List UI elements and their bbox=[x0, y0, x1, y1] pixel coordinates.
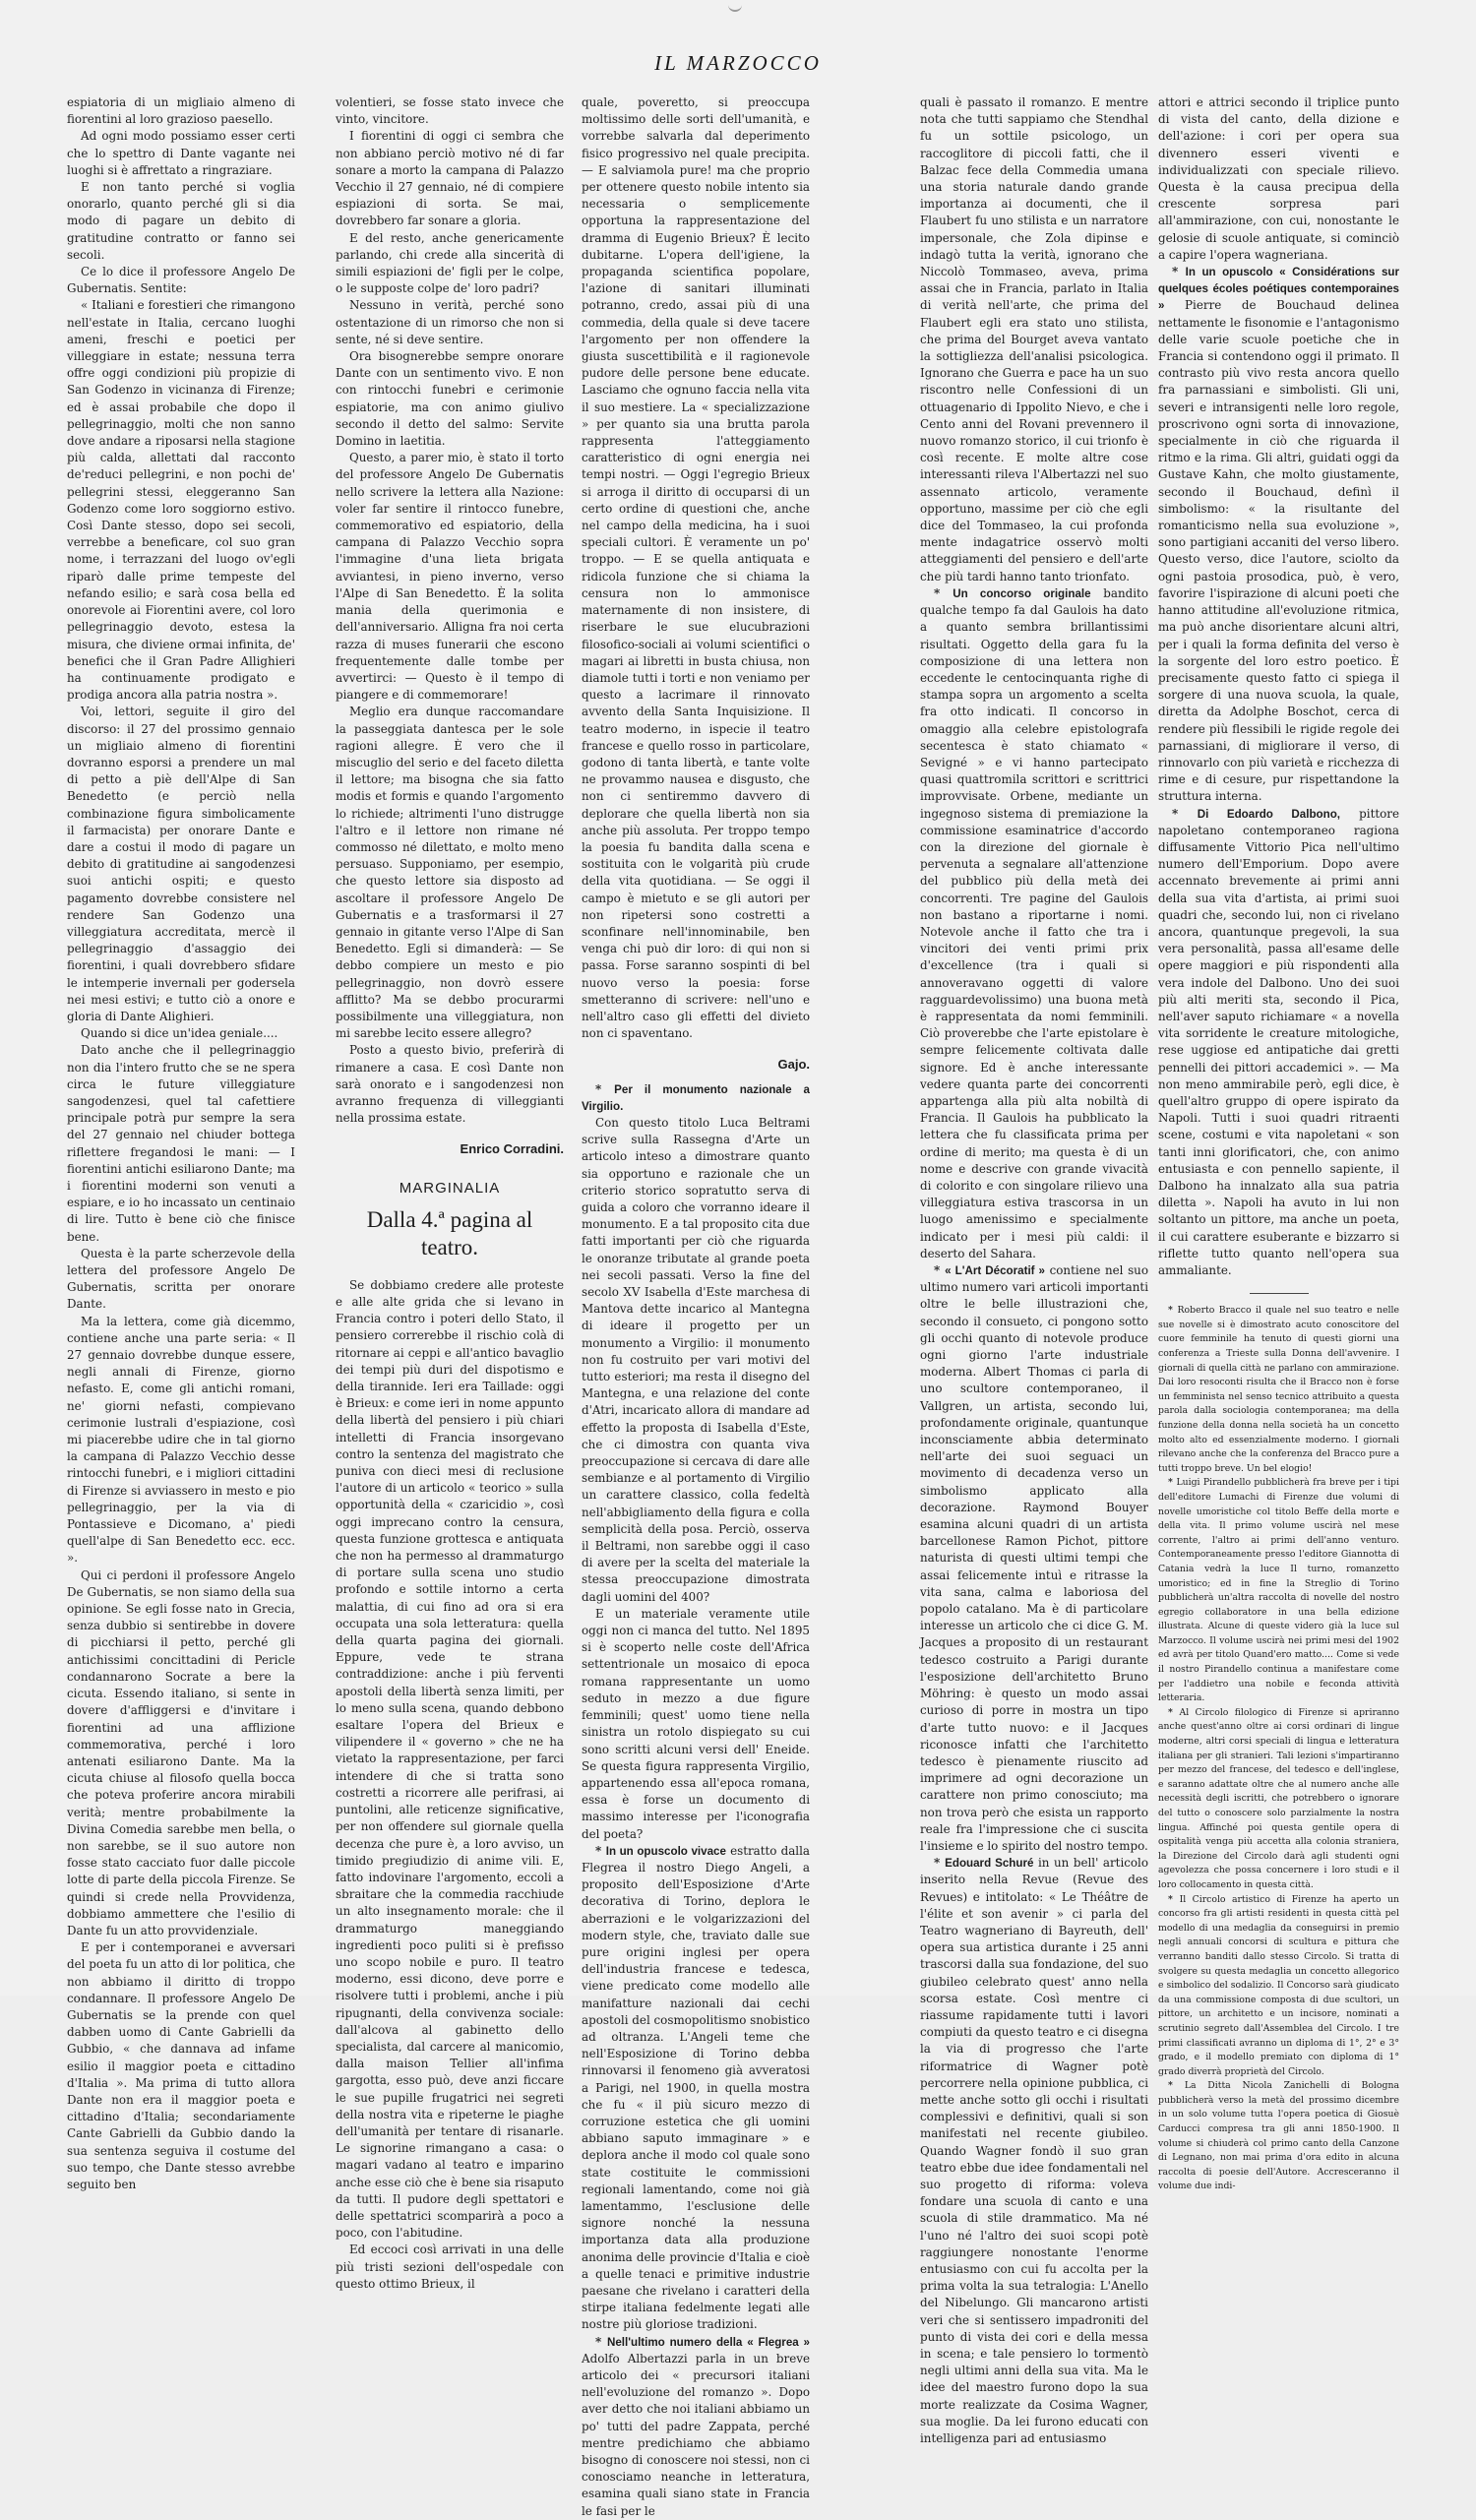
paragraph: Ce lo dice il professore Angelo De Gubernatis. Sentite: bbox=[67, 265, 295, 296]
paragraph: espiatoria di un migliaio almeno di fiorentini al loro grazioso paesello. bbox=[67, 95, 295, 127]
ornament-mark bbox=[728, 2, 742, 12]
paragraph: quali è passato il romanzo. E mentre nota che tutti sappiamo che Stendhal fu un sottile psicologo, un raccoglitore di piccoli fatti, che il Balzac fece della Commedia umana una storia naturale dando grande importanza ai documenti, che il Flaubert fu uno stilista e un narratore impersonale, che Zola dipinse e indagò tutta la verità, ignorano che Niccolò Tommaseo, aveva, prima assai che in Francia, parlato in Italia di verità nell'arte, che prima del Flaubert egli era stato uno stilista, che prima del Bourget aveva vantato la sottigliezza dell'analisi psicologica. Ignorano che Guerra e pace ha un suo riscontro nelle Confessioni di un ottuagenario di Ippolito Nievo, e che i Cento anni del Rovani prevennero il nuovo romanzo storico, il cui trionfo è così recente. E molte altre cose interessanti rileva l'Albertazzi nel suo assennato articolo, veramente opportuno, massime per ciò che egli dice del Tommaseo, la cui profonda mente indagatrice osservò molti atteggiamenti del pensiero e dell'arte che più tardi hanno tanto trionfato. bbox=[920, 95, 1148, 584]
brief-item: Luigi Pirandello pubblicherà fra breve per i tipi dell'editore Lumachi di Firenze due volumi di novelle umoristiche col titolo Beffe della morte e della vita. Il primo volume uscirà nel mese corrente, l'altro ai primi dell'anno venturo. Contemporaneamente presso l'editore Giannotta di Catania vedrà la luce Il turno, romanzetto umoristico; ed in fine la Streglio di Torino pubblicherà un'altra raccolta di novelle del nostro egregio collaboratore in una bella edizione illustrata. Alcune di queste videro già la luce sul Marzocco. Il volume uscirà nei primi mesi del 1902 ed avrà per titolo Quand'ero matto.... Come si vede il nostro Pirandello continua a manifestare come per l'addietro una nobile e feconda attività letteraria. bbox=[1158, 1477, 1399, 1704]
paragraph: Ad ogni modo possiamo esser certi che lo spettro di Dante vagante nei luoghi si è affrettato a ringraziare. bbox=[67, 129, 295, 177]
paragraph: I fiorentini di oggi ci sembra che non abbiano perciò motivo né di far sonare a morto la campana di Palazzo Vecchio il 27 gennaio, né di compiere espiazioni di sorta. Se mai, dovrebbero far sonare a gloria. bbox=[336, 129, 564, 228]
article-heading: Dalla 4.ª pagina al teatro. bbox=[366, 1206, 533, 1260]
paragraph: Ma la lettera, come già dicemmo, contiene anche una parte seria: « Il 27 gennaio dovrebbe dunque essere, negli annali di Firenze, giorno nefasto. E, come gli antichi romani, ne' giorni nefasti, compievano cerimonie lustrali d'espiazione, così mi piacerebbe udire che in tal giorno la campana di Palazzo Vecchio desse rintocchi funebri, e i migliori cittadini di Firenze si avviassero in mesto e pio pellegrinaggio, per la via di Pontassieve e Dicomano, a' piedi quell'alpe di San Benedetto ecc. ecc. ». bbox=[67, 1314, 295, 1566]
divider bbox=[1250, 1293, 1309, 1294]
paragraph: Meglio era dunque raccomandare la passeggiata dantesca per le sole ragioni allegre. È vero che il miscuglio del serio e del faceto diletta il lettore; ma bisogna che sia fatto modis et formis e quando l'argomento lo richiede; altrimenti l'uno distrugge l'altro e il lettore non rimane né commosso né dilettato, e molto meno persuaso. Supponiamo, per esempio, che questo lettore sia disposto ad ascoltare il professore Angelo De Gubernatis e a trasformarsi il 27 gennaio in gitante verso l'Alpe di San Benedetto. Egli si dimanderà: — Se debbo compiere un mesto e pio pellegrinaggio, non dovrò essere afflitto? Ma se debbo procurarmi possibilmente una villeggiatura, non mi sarebbe lecito essere allegro? bbox=[336, 705, 564, 1041]
paragraph: « Italiani e forestieri che rimangono nell'estate in Italia, cercano luoghi ameni, freschi e poetici per villeggiare in estate; nessuna terra offre oggi condizioni più propizie di San Godenzo in vicinanza di Firenze; ed è assai probabile che dopo il pellegrinaggio, molti che non sanno dove andare a riposarsi nella stagione più calda, allettati dal racconto de'reduci pellegrini, e non pochi de' pellegrini stessi, eleggeranno San Godenzo come loro soggiorno estivo. Così Dante stesso, dopo sei secoli, verrebbe a beneficare, col suo gran nome, i terrazzani del luogo ov'egli riparò dalle prime tempeste del nefando esilio; e sarà cosa bella ed onorevole ai Fiorentini avere, col loro pellegrinaggio devoto, estesa la misura, che diviene ormai infinita, de' benefici che il Gran Padre Allighieri ha continuamente prodigato e prodiga ancora alla patria nostra ». bbox=[67, 298, 295, 703]
paragraph: pittore napoletano contemporaneo ragiona diffusamente Vittorio Pica nell'ultimo numero dell'Emporium. Dopo avere accennato brevemente ai primi anni della sua vita d'artista, ai primi suoi quadri che, secondo lui, non ci rivelano ancora, quantunque pregevoli, la sua vera personalità, passa all'esame delle opere maggiori e più rispondenti alla vera indole del Dalbono. Uno dei suoi più alti meriti sta, secondo il Pica, nell'aver saputo richiamare « a novella vita sorridente le creature mitologiche, rese uggiose ed antipatiche dai gretti pennelli dei pittori accademici ». — Ma non meno ammirabile però, egli dice, è quell'altro gruppo di opere ispirato da Napoli. Tutti i suoi quadri ritraenti scene, costumi e vita napoletani « son tanti inni glorificatori, che, con animo entusiasta e con pennello sapiente, il Dalbono ha innalzato alla sua patria diletta ». Napoli ha avuto in lui non soltanto un pittore, ma anche un poeta, il cui carattere esuberante e bizzarro si riflette tutto quanto nell'opera sua ammaliante. bbox=[1158, 806, 1400, 1278]
paragraph: Dato anche che il pellegrinaggio non dia l'intero frutto che se ne spera circa le future villeggiature sangodenzesi, quel tal cafettiere principale potrà pur sempre la sera del 27 gennaio nel chiuder bottega riflettere fregandosi le mani: — I fiorentini antichi esiliarono Dante; ma i fiorentini moderni son venuti a espiare, e io ho incassato un centinaio di lire. Tutto è bene ciò che finisce bene. bbox=[67, 1043, 295, 1244]
section-title: MARGINALIA bbox=[399, 1179, 501, 1197]
paragraph: estratto dalla Flegrea il nostro Diego Angeli, a proposito dell'Esposizione d'Arte decorativa di Torino, deplora le aberrazioni e le volgarizzazioni del modern style, che, traviato dalle sue pure origini inglesi per opera dell'industria francese e tedesca, viene predicato come modello alle manifatture nazionali dai cechi apostoli del cosmopolitismo snobistico ad oltranza. L'Angeli teme che nell'Esposizione di Torino debba rinnovarsi il fenomeno già avveratosi a Parigi, nel 1900, in quella mostra che fu « il più sicuro mezzo di corruzione estetica che gli uomini abbiano saputo immaginare » e deplora anche il modo col quale sono state costituite le commissioni regionali lamentando, come noi già lamentammo, l'esclusione delle signore nonché la nessuna importanza data alla produzione anonima delle provincie d'Italia e cioè a quelle tenaci e primitive industrie paesane che rivelano i caratteri della stirpe italiana fedelmente legati alle nostre più gloriose tradizioni. bbox=[582, 1843, 811, 2332]
brief-item: Al Circolo filologico di Firenze si apriranno anche quest'anno oltre ai corsi ordinari di lingue moderne, altri corsi speciali di lingua e letteratura italiana per gli stranieri. Tali lezioni s'impartiranno per mezzo del francese, del tedesco e dell'inglese, e saranno adattate oltre che al numero anche alle necessità degli iscritti, che potrebbero o ignorare del tutto o conoscere solo parzialmente la nostra lingua. Affinché poi questa gentile opera di ospitalità venga più accetta alla colonia straniera, la Direzione del Circolo darà agli studenti ogni agevolezza che possa concernere i loro studi e il loro collocamento in questa città. bbox=[1158, 1706, 1399, 1890]
paragraph: attori e attrici secondo il triplice punto di vista del canto, della dizione e dell'azione: i cori per opera sua divennero esseri viventi e individualizzati con speciale rilievo. Questa è la causa precipua della crescente sorpresa pari all'ammirazione, con cui, nonostante le gelosie di scuole antiquate, si cominciò a capire l'opera wagneriana. bbox=[1158, 95, 1399, 262]
paragraph: volentieri, se fosse stato invece che vinto, vincitore. bbox=[336, 95, 564, 127]
column-1 bbox=[67, 94, 295, 2191]
author-signature: Gajo. bbox=[777, 1057, 810, 1073]
paragraph: Voi, lettori, seguite il giro del discorso: il 27 del prossimo gennaio un migliaio almeno di fiorentini dovranno esporsi a prendere un mal di petto a piè dell'Alpe di San Benedetto (e perciò nella combinazione figura simbolicamente il farmacista) per onorare Dante e dare a costui il modo di pagare un debito di gratitudine ai sangodenzesi suoi antichi ospiti; e questo pagamento dovrebbe consistere nel rendere San Godenzo una villeggiatura accreditata, mercè il pellegrinaggio d'assaggio dei fiorentini, i quali dovrebbero sfidare le intemperie invernali per godersela nei mesi estivi; e tutto ciò a onore e gloria di Dante Alighieri. bbox=[67, 705, 295, 1023]
paragraph: Adolfo Albertazzi parla in un breve articolo dei « precursori italiani nell'evoluzione del romanzo ». Dopo aver detto che noi italiani abbiamo un po' tutti del padre Zappata, perché mentre predichiamo che abbiamo bisogno di conoscere noi stessi, non ci conosciamo neanche in letteratura, esamina quali siano state in Francia le fasi per le bbox=[582, 2351, 810, 2518]
column-4: quali è passato il romanzo. E mentre nota che tutti sappiamo che Stendhal fu un sottile psicologo, un raccoglitore di piccoli fatti, che il Balzac fece della Commedia umana una storia naturale dando grande importanza ai documenti, che il Flaubert fu uno stilista e un narratore impersonale, che Zola dipinse e indagò tutta la verità, ignorano che Niccolò Tommaseo, aveva, prima assai che in Francia, parlato in Italia di verità nell'arte, che prima del Flaubert egli era stato uno stilista, che prima del Bourget aveva vantato la sottigliezza dell'analisi psicologica. Ignorano che Guerra e pace ha un suo riscontro nelle Confessioni di un ottuagenario di Ippolito Nievo, e che i Cento anni del Rovani prevennero il nuovo romanzo storico, il cui trionfo è così recente. E molte altre cose interessanti rileva l'Albertazzi nel suo assennato articolo, veramente opportuno, massime per ciò che egli dice del Tommaseo, la cui profonda mente indagatrice osservò molti atteggiamenti del pensiero e dell'arte che più tardi hanno tanto trionfato. * Un concorso originale bandito qualche tempo fa dal Gaulois ha dato a quanto sembra brillantissimi risultati. Oggetto della gara fu la composizione di una lettera non eccedente le centocinquanta righe di stampa sopra un argomento a scelta fra otto indicati. Il concorso in omaggio alla celebre epistolografa secentesca è stato chiamato « Sevigné » e vi hanno partecipato quasi quattromila scrittori e scrittrici improvvisate. Orbene, mediante un ingegnoso sistema di premiazione la commissione esaminatrice d'accordo con la direzione del giornale è pervenuta a segnalare all'attenzione del pubblico più della metà dei concorrenti. Tre pagine del Gaulois non bastano a riportarne i nomi. Notevole anche il fatto che tra i vincitori dei venti primi prix d'excellence (tra i quali si annoveravano oggetti di valore ragguardevolissimo) una buona metà è rappresentata da nomi femminili. Ciò proverebbe che l'arte epistolare è sempre felicemente coltivata dalle signore. Ed è anche interessante vedere quanta parte dei concorrenti appartenga alla più alta nobiltà di Francia. Il Gaulois ha pubblicato la lettera che fu classificata prima per ordine di merito; ma questa è di un nome e descrive con grande vivacità di colorito e con singolare rilievo una villeggiatura estiva trascorsa in un luogo amenissimo e specialmente indicato per i mesi più caldi: il deserto del Sahara. * « L'Art Décoratif » contiene nel suo ultimo numero vari articoli importanti oltre le belle illustrazioni che, secondo il consueto, ci pongono sotto gli occhi quanto di notevole produce ogni giorno l'arte industriale moderna. Albert Thomas ci parla di uno scultore contemporaneo, il Vallgren, un artista, secondo lui, profondamente originale, quantunque inconsciamente abbia determinato nell'arte dei suoi seguaci un movimento di decadenza verso un simbolismo applicato alla decorazione. Raymond Bouyer esamina alcuni quadri di un artista barcellonese Ramon Pichot, pittore naturista di questi ultimi tempi che assai felicemente intuì e ritrasse la vita sana, calma e laboriosa del popolo catalano. Ma è di particolare interesse un articolo che ci dice G. M. Jacques a proposito di un restaurant tedesco costruito a Parigi durante l'esposizione dell'architetto Bruno Möhring: è questo un modo assai curioso di porre in mostra un tipo d'arte tutto nuovo: e il Jacques riconosce infatti che l'architetto tedesco è pienamente riuscito ad imprimere ad ogni decorazione un carattere non primo conosciuto; ma non trova però che esista un rapporto reale fra l'impressione che ci suscita l'insieme e lo spirito del nostro tempo. * Edouard Schuré in un bell' articolo inserito nella Revue (Revue des Revues) e intitolato: « Le Théâtre de l'élite et son avenir » ci parla del Teatro wagneriano di Bayreuth, dell' opera sua artistica durante i 25 anni trascorsi dalla sua fondazione, del suo giubileo celebrato quest' anno nella scorsa estate. Così mentre ci riassume rapidamente tutti i lavori compiuti da questo teatro e ci disegna la via di progresso che l'arte riformatrice di Wagner potè percorrere nella opinione pubblica, ci mette anche sotto gli occhi i risultati complessivi e definitivi, quali si son manifestati nel recente giubileo. Quando Wagner fondò il suo gran teatro ebbe due idee fondamentali nel suo progetto di riforma: voleva fondare una scuola di canto e una scuola di stile drammatico. Ma né l'uno né l'altro dei suoi scopi potè raggiungere nonostante l'enorme entusiasmo con cui fu accolta per la prima volta la sua tetralogia: L'Anello del Nibelungo. Gli mancarono artisti veri che si sentissero impadroniti del punto di vista dei cori e della messa in scena; e tale pensiero lo tormentò negli ultimi anni della sua vita. Ma le idee del maestro furono dopo la sua morte realizzate da Cosima Wagner, sua moglie. Da lei furono educati con intelligenza pari ad entusiasmo bbox=[920, 95, 1149, 2446]
column-2 bbox=[336, 94, 564, 2291]
item-heading: Per il monumento nazionale a Virgilio. bbox=[582, 1082, 811, 1113]
item-heading: « L'Art Décoratif » bbox=[945, 1264, 1046, 1278]
paragraph: Pierre de Bouchaud delinea nettamente le fisonomie e l'antagonismo delle varie scuole poetiche che in Francia si contendono oggi il primato. Il contrasto più vivo resta ancora quello fra parnassiani e simbolisti. Gli uni, severi e intransigenti nelle loro regole, proscrivono ogni sorta di innovazione, specialmente in ciò che riguarda il ritmo e la rima. Gli altri, guidati oggi da Gustave Kahn, che molto giustamente, secondo il Bouchaud, definì il simbolismo: « la risultante del romanticismo nella sua evoluzione », sono partigiani accaniti del verso libero. Questo verso, dice l'autore, sciolto da ogni pastoia prosodica, può, è vero, favorire l'ispirazione di alcuni poeti che hanno attitudine all'evoluzione ritmica, ma può anche disorientare alcuni altri, per i quali la forma definita del verso è la sorgente del loro estro poetico. È precisamente questo fatto ci spiega il sorgere di una nuova scuola, la quale, diretta da Adolphe Boschot, cerca di rendere più flessibili le rigide regole dei parnassiani, di migliorare il verso, di rinnovarlo con più varietà e ricchezza di rime e di cesure, pur rispettandone la struttura interna. bbox=[1158, 298, 1399, 804]
item-heading: In un opuscolo vivace bbox=[605, 1844, 726, 1858]
paragraph: Se dobbiamo credere alle proteste e alle alte grida che si levano in Francia contro i poteri dello Stato, il pensiero correrebbe il rischio colà di ritornare ai ceppi e all'antico bavaglio dei tempi più duri del dispotismo e della tirannide. Ieri era Taillade: oggi è Brieux: e come ieri in nome appunto della libertà del pensiero i più chiari intelletti di Francia insorgevano contro la sentenza del magistrato che puniva con dieci mesi di reclusione l'autore di un articolo « teorico » sulla opportunità della « czaricidio », così oggi imprecano contro la censura, questa funzione grottesca e antiquata che non ha permesso al drammaturgo di portare sulla scena uno studio profondo e sottile intorno a certa malattia, di cui fino ad ora si era occupata una sola letteratura: quella della quarta pagina dei giornali. Eppure, vede te strana contraddizione: anche i più ferventi apostoli della libertà senza limiti, per lo meno sulla scena, quando debbono esaltare l'opera del Brieux e vilipendere il « governo » che ne ha vietato la rappresentazione, per farci intendere di che si tratta sono costretti a ricorrere alle perifrasi, ai puntolini, alle reticenze significative, per non offendere sul giornale quella decenza che pure è, a loro avviso, un timido pregiudizio di anime vili. E, fatto indovinare l'argomento, eccoli a sbraitare che la commedia racchiude un alto insegnamento morale: che il drammaturgo maneggiando ingredienti poco puliti si è prefisso uno scopo nobile e puro. Il teatro moderno, essi dicono, deve porre e risolvere tutti i problemi, anche i più ripugnanti, della convivenza sociale: dall'alcova al gabinetto dello specialista, dal carcere al manicomio, dalla maison Tellier all'infima gargotta, esso può, deve anzi ficcare le sue pupille frugatrici nei segreti della nostra vita e ripeterne le piaghe dell'umanità per tentare di risanarle. Le signorine rimangano a casa: o magari vadano al teatro e imparino anche esse ciò che è bene sia risaputo da tutti. Il pudore degli spettatori e delle spettatrici scomparirà a poco a poco, con l'abitudine. bbox=[336, 1277, 564, 2241]
paragraph: Posto a questo bivio, preferirà di rimanere a casa. E così Dante non sarà onorato e i sangodenzesi non avranno frequenza di villeggianti nella prossima estate. bbox=[336, 1043, 564, 1126]
paragraph: Ora bisognerebbe sempre onorare Dante con un sentimento vivo. E non con rintocchi funebri e cerimonie espiatorie, ma con animo giulivo secondo il detto del salmo: Servite Domino in laetitia. bbox=[336, 349, 564, 449]
column-5: attori e attrici secondo il triplice punto di vista del canto, della dizione e dell'azione: i cori per opera sua divennero esseri viventi e individualizzati con speciale rilievo. Questa è la causa precipua della crescente sorpresa pari all'ammirazione, con cui, nonostante le gelosie di scuole antiquate, si cominciò a capire l'opera wagneriana. * In un opuscolo « Considérations sur quelques écoles poétiques contemporaines » Pierre de Bouchaud delinea nettamente le fisonomie e l'antagonismo delle varie scuole poetiche che in Francia si contendono oggi il primato. Il contrasto più vivo resta ancora quello fra parnassiani e simbolisti. Gli uni, severi e intransigenti nelle loro regole, proscrivono ogni sorta di innovazione, specialmente in ciò che riguarda il ritmo e la rima. Gli altri, guidati oggi da Gustave Kahn, che molto giustamente, secondo il Bouchaud, definì il simbolismo: « la risultante del romanticismo nella sua evoluzione », sono partigiani accaniti del verso libero. Questo verso, dice l'autore, sciolto da ogni pastoia prosodica, può, è vero, favorire l'ispirazione di alcuni poeti che hanno attitudine all'evoluzione ritmica, ma può anche disorientare alcuni altri, per i quali la forma definita del verso è la sorgente del loro estro poetico. È precisamente questo fatto ci spiega il sorgere di una nuova scuola, la quale, diretta da Adolphe Boschot, cerca di rendere più flessibili le rigide regole dei parnassiani, di migliorare il verso, di rinnovarlo con più varietà e ricchezza di rime e di cesure, pur rispettandone la struttura interna. * Di Edoardo Dalbono, pittore napoletano contemporaneo ragiona diffusamente Vittorio Pica nell'ultimo numero dell'Emporium. Dopo avere accennato brevemente ai primi anni della sua vita d'artista, ai primi suoi quadri che, secondo lui, non ci rivelano ancora, quantunque pregevoli, la sua vera personalità, passa all'esame delle opere maggiori e più rispondenti alla vera indole del Dalbono. Uno dei suoi più alti meriti sta, secondo il Pica, nell'aver saputo richiamare « a novella vita sorridente le creature mitologiche, rese uggiose ed antipatiche dai gretti pennelli dei pittori accademici ». — Ma non meno ammirabile però, egli dice, è quell'altro gruppo di opere ispirato da Napoli. Tutti i suoi quadri ritraenti scene, costumi e vita napoletani « son tanti inni glorificatori, che, con animo entusiasta e con pennello sapiente, il Dalbono ha innalzato alla sua patria diletta ». Napoli ha avuto in lui non soltanto un pittore, ma anche un poeta, il cui carattere esuberante e bizzarro si riflette tutto quanto nell'opera sua ammaliante. * Roberto Bracco il quale nel suo teatro e nelle sue novelle si è dimostrato acuto conoscitore del cuore femminile ha tenuto di questi giorni una conferenza a Trieste sulla Donna dell'avvenire. I giornali di quella città ne parlano con ammirazione. Dai loro resoconti risulta che il Bracco non è forse un femminista nel senso tecnico attribuito a questa parola dalla sociologia contemporanea; ma della funzione della donna nella società ha un concetto molto alto ed essenzialmente moderno. I giornali rilevano anche che la conferenza del Bracco pure a tutti troppo breve. Un bel elogio! * Luigi Pirandello pubblicherà fra breve per i tipi dell'editore Lumachi di Firenze due volumi di novelle umoristiche col titolo Beffe della morte e della vita. Il primo volume uscirà nel mese corrente, l'altro ai primi dell'anno venturo. Contemporaneamente presso l'editore Giannotta di Catania vedrà la luce Il turno, romanzetto umoristico; ed in fine la Streglio di Torino pubblicherà un'altra raccolta di novelle del nostro egregio collaboratore in una bella edizione illustrata. Alcune di queste videro già la luce sul Marzocco. Il volume uscirà nei primi mesi del 1902 ed avrà per titolo Quand'ero matto.... Come si vede il nostro Pirandello continua a manifestare come per l'addietro una nobile e feconda attività letteraria. * Al Circolo filologico di Firenze si apriranno anche quest'anno oltre ai corsi ordinari di lingue moderne, altri corsi speciali di lingua e letteratura italiana per gli stranieri. Tali lezioni s'impartiranno per mezzo del francese, del tedesco e dell'inglese, e saranno adattate oltre che al numero anche alle necessità degli iscritti, che potrebbero o ignorare del tutto o conoscere solo parzialmente la nostra lingua. Affinché poi questa gentile opera di ospitalità venga più accetta alla colonia straniera, la Direzione del Circolo darà agli studenti ogni agevolezza che possa concernere i loro studi e il loro collocamento in questa città. * Il Circolo artistico di Firenze ha aperto un concorso fra gli artisti residenti in questa città pel modello di una medaglia da conseguirsi in premio negli annuali concorsi di scultura e pittura che verranno banditi dallo stesso Circolo. Si tratta di svolgere su questa medaglia un concetto allegorico e simbolico del sodalizio. Il Concorso sarà giudicato da una commissione composta di due scultori, un pittore, un architetto e un incisore, nominati a scrutinio segreto dall'Assemblea del Circolo. I tre primi classificati avranno un diploma di 1°, 2° e 3° grado, e il modello premiato con diploma di 1° grado diverrà proprietà del Circolo. * La Ditta Nicola Zanichelli di Bologna pubblicherà verso la metà del prossimo dicembre in un solo volume tutta l'opera poetica di Giosuè Carducci compresa tra gli anni 1850-1900. Il volume si chiuderà col primo canto della Canzone di Legnano, non mai prima d'ora edito in alcuna raccolta di poesie dell'Autore. Accresceranno il volume due indi- bbox=[1158, 94, 1399, 1974]
paragraph: Quando si dice un'idea geniale.... bbox=[81, 1026, 278, 1041]
paragraph: Qui ci perdoni il professore Angelo De Gubernatis, se non siamo della sua opinione. Se egli fosse nato in Grecia, senza dubbio si sentirebbe in dovere di picchiarsi il petto, perché gli antichissimi concittadini di Pericle condannarono Socrate a bere la cicuta. Essendo italiano, si sente in dovere d'affliggersi e d'invitare i fiorentini ad una afflizione commemorativa, perché i loro antenati esiliarono Dante. Ma la cicuta chiuse al filosofo quella bocca che poteva proferire ancora mirabili verità; mentre probabilmente la Divina Comedia sarebbe men bella, o non sarebbe, se il suo autore non fosse stato cacciato fuor dalle piccole lotte di parte della piccola Firenze. Se quindi si crede nella Provvidenza, dobbiamo ammettere che l'esilio di Dante fu un atto provvidenziale. bbox=[67, 1567, 295, 1937]
item-heading: Edouard Schuré bbox=[945, 1857, 1034, 1871]
brief-item: Il Circolo artistico di Firenze ha aperto un concorso fra gli artisti residenti in questa città pel modello di una medaglia da conseguirsi in premio negli annuali concorsi di scultura e pittura che verranno banditi dallo stesso Circolo. Si tratta di svolgere su questa medaglia un concetto allegorico e simbolico del sodalizio. Il Concorso sarà giudicato da una commissione composta di due scultori, un pittore, un architetto e un incisore, nominati a scrutinio segreto dall'Assemblea del Circolo. I tre primi classificati avranno un diploma di 1°, 2° e 3° grado, e il modello premiato con diploma di 1° grado diverrà proprietà del Circolo. bbox=[1158, 1893, 1399, 2077]
item-heading: Nell'ultimo numero della « Flegrea » bbox=[606, 2335, 810, 2349]
paragraph: Questo, a parer mio, è stato il torto del professore Angelo De Gubernatis nello scrivere la lettera alla Nazione: voler far sentire il rintocco funebre, commemorativo ed espiatorio, della campana di Palazzo Vecchio sopra l'immagine d'una lieta brigata avviantesi, in pieno inverno, verso l'Alpe di San Benedetto. È la solita mania della querimonia e dell'anniversario. Alligna fra noi certa razza di muses funerarii che escono frequentemente dalle tombe per avvertirci: — Questo è il tempo di piangere e di commemorare! bbox=[336, 451, 564, 703]
paragraph: contiene nel suo ultimo numero vari articoli importanti oltre le belle illustrazioni che, secondo il consueto, ci pongono sotto gli occhi quanto di notevole produce ogni giorno l'arte industriale moderna. Albert Thomas ci parla di uno scultore contemporaneo, il Vallgren, un artista, secondo lui, profondamente originale, quantunque inconsciamente abbia determinato nell'arte dei suoi seguaci un movimento di decadenza verso un simbolismo applicato alla decorazione. Raymond Bouyer esamina alcuni quadri di un artista barcellonese Ramon Pichot, pittore naturista di questi ultimi tempi che assai felicemente intuì e ritrasse la vita sana, calma e laboriosa del popolo catalano. Ma è di particolare interesse un articolo che ci dice G. M. Jacques a proposito di un restaurant tedesco costruito a Parigi durante l'esposizione dell'architetto Bruno Möhring: è questo un modo assai curioso di porre in mostra un tipo d'arte tutto nuovo: e il Jacques riconosce infatti che l'architetto tedesco è pienamente riuscito ad imprimere ad ogni decorazione un carattere non primo conosciuto; ma non trova però che esista un rapporto reale fra l'impressione che ci suscita l'insieme e lo spirito del nostro tempo. bbox=[920, 1263, 1148, 1853]
column-3: quale, poveretto, si preoccupa moltissimo delle sorti dell'umanità, e vorrebbe salvarla dal deperimento fisico progressivo nel quale precipita. — E salviamola pure! ma che proprio per ottenere questo nobile intento sia necessaria o semplicemente opportuna la rappresentazione del dramma di Eugenio Brieux? È lecito dubitarne. L'opera dell'igiene, la propaganda scientifica popolare, l'azione di sanitari illuminati potranno, credo, assai più di una commedia, della quale si deve tacere l'argomento per non offendere la giusta suscettibilità e il ragionevole pudore delle persone bene educate. Lasciamo che ognuno faccia nella vita il suo mestiere. La « specializzazione » per quanto sia una brutta parola rappresenta l'atteggiamento caratteristico di ogni energia nei tempi nostri. — Oggi l'egregio Brieux si arroga il diritto di occuparsi di un certo ordine di questioni che, anche nel campo della medicina, ha i suoi speciali cultori. È veramente un po' troppo. — E se quella antiquata e ridicola funzione che si chiama la censura non lo ammonisce maternamente di non insistere, di riserbare le sue elucubrazioni filosofico-sociali ai volumi scientifici o magari ai libretti in busta chiusa, non diamole tutti i torti e non veniamo per questo a lacrimare il rinnovato avvento della Santa Inquisizione. Il teatro moderno, in ispecie il teatro francese e quello rosso in particolare, godono di tanta libertà, e tante volte ne provammo nausea e disgusto, che non ci sentiremmo davvero di deplorare che quella libertà non sia anche più assoluta. Per troppo tempo la poesia fu bandita dalla scena e sostituita con le volgarità più crude della vita quotidiana. — Se oggi il campo è mietuto e se gli autori per non ripetersi sono costretti a sconfinare nell'innominabile, ben venga chi può dir loro: di qui non si passa. Forse saranno sospinti di bel nuovo verso la poesia: forse smetteranno di scrivere: nell'uno e nell'altro caso gli effetti del divieto non ci spaventano. Gajo. * Per il monumento nazionale a Virgilio. Con questo titolo Luca Beltrami scrive sulla Rassegna d'Arte un articolo inteso a dimostrare quanto sia opportuno e razionale che un criterio storico sopratutto serva di guida a coloro che vorranno ideare il monumento. E a tal proposito cita due fatti importanti per ciò che riguarda le onoranze tributate al grande poeta nei secoli passati. Verso la fine del secolo XV Isabella d'Este marchesa di Mantova dette incarico al Mantegna di ideare il progetto per un monumento a Virgilio: il monumento non fu costruito per vari motivi del tutto esteriori; ma resta il disegno del Mantegna, e una relazione del conte d'Atri, incaricato allora di mandare ad effetto la proposta di Isabella d'Este, che ci dimostra con quanta viva preoccupazione si cercava di dare alle sembianze e al portamento di Virgilio un carattere classico, colla fedeltà nell'abbigliamento della figura e colla semplicità della posa. Perciò, osserva il Beltrami, non sarebbe oggi il caso di avere per la scelta del materiale la stessa preoccupazione dimostrata dagli uomini del 400? E un materiale veramente utile oggi non ci manca del tutto. Nel 1895 si è scoperto nelle coste dell'Africa settentrionale un mosaico di epoca romana rappresentante un uomo seduto in mezzo a due figure femminili; quest' uomo tiene nella sinistra un rotolo dispiegato su cui sono scritti alcuni versi dell' Eneide. Se questa figura rappresenta Virgilio, appartenendo essa all'epoca romana, essa è forse un documento di massimo interesse per l'iconografia del poeta? * In un opuscolo vivace estratto dalla Flegrea il nostro Diego Angeli, a proposito dell'Esposizione d'Arte decorativa di Torino, deplora le aberrazioni e le volgarizzazioni del modern style, che, traviato dalle sue pure origini inglesi per opera dell'industria francese e tedesca, viene predicato come modello alle manifatture nazionali dai cechi apostoli del cosmopolitismo snobistico ad oltranza. L'Angeli teme che nell'Esposizione di Torino debba rinnovarsi il fenomeno già avveratosi a Parigi, nel 1900, in quella mostra che fu « il più sicuro mezzo di corruzione estetica che gli uomini abbiano saputo immaginare » e deplora anche il modo col quale sono state costituite le commissioni regionali lamentando, come noi già lamentammo, l'esclusione delle signore nonché la nessuna importanza data alla produzione anonima delle provincie d'Italia e cioè a quelle tenaci e primitive industrie paesane che rivelano i caratteri della stirpe italiana fedelmente legati alle nostre più gloriose tradizioni. * Nell'ultimo numero della « Flegrea » Adolfo Albertazzi parla in un breve articolo dei « precursori italiani nell'evoluzione del romanzo ». Dopo aver detto che noi italiani abbiamo un po' tutti del padre Zappata, perché mentre predichiamo che abbiamo bisogno di conoscere noi stessi, non ci conosciamo neanche in letteratura, esamina quali siano state in Francia le fasi per le bbox=[582, 95, 811, 2518]
brief-item: Roberto Bracco il quale nel suo teatro e nelle sue novelle si è dimostrato acuto conoscitore del cuore femminile ha tenuto di questi giorni una conferenza a Trieste sulla Donna dell'avvenire. I giornali di quella città ne parlano con ammirazione. Dai loro resoconti risulta che il Bracco non è forse un femminista nel senso tecnico attribuito a questa parola dalla sociologia contemporanea; ma della funzione della donna nella società ha un concetto molto alto ed essenzialmente moderno. I giornali rilevano anche che la conferenza del Bracco pure a tutti troppo breve. Un bel elogio! bbox=[1158, 1305, 1399, 1474]
paragraph: E per i contemporanei e avversari del poeta fu un atto di lor politica, che non abbiamo il diritto di troppo condannare. Il professore Angelo De Gubernatis se la prende con quel dabben uomo di Cante Gabrielli da Gubbio, « che dannava ad infame esilio il maggior poeta e cittadino d'Italia ». Ma prima di tutto allora Dante non era il maggior poeta e cittadino d'Italia; secondariamente Cante Gabrielli da Gubbio dando la sua sentenza seguiva il costume del suo tempo, che Dante stesso avrebbe seguito ben bbox=[67, 1940, 295, 2191]
paragraph: Con questo titolo Luca Beltrami scrive sulla Rassegna d'Arte un articolo inteso a dimostrare quanto sia opportuno e razionale che un criterio storico sopratutto serva di guida a coloro che vorranno ideare il monumento. E a tal proposito cita due fatti importanti per ciò che riguarda le onoranze tributate al grande poeta nei secoli passati. Verso la fine del secolo XV Isabella d'Este marchesa di Mantova dette incarico al Mantegna di ideare il progetto per un monumento a Virgilio: il monumento non fu costruito per vari motivi del tutto esteriori; ma resta il disegno del Mantegna, e una relazione del conte d'Atri, incaricato allora di mandare ad effetto la proposta di Isabella d'Este, che ci dimostra con quanta viva preoccupazione si cercava di dare alle sembianze e al portamento di Virgilio un carattere classico, colla fedeltà nell'abbigliamento della figura e colla semplicità della posa. Perciò, osserva il Beltrami, non sarebbe oggi il caso di avere per la scelta del materiale la stessa preoccupazione dimostrata dagli uomini del 400? bbox=[582, 1115, 810, 1604]
item-heading: Un concorso originale bbox=[953, 586, 1091, 600]
masthead-title: IL MARZOCCO bbox=[654, 51, 822, 75]
paragraph: bandito qualche tempo fa dal Gaulois ha dato a quanto sembra brillantissimi risultati. Oggetto della gara fu la composizione di una lettera non eccedente le centocinquanta righe di stampa sopra un argomento a scelta fra otto indicati. Il concorso in omaggio alla celebre epistolografa secentesca è stato chiamato « Sevigné » e vi hanno partecipato quasi quattromila scrittori e scrittrici improvvisate. Orbene, mediante un ingegnoso sistema di premiazione la commissione esaminatrice d'accordo con la direzione del giornale è pervenuta a segnalare all'attenzione del pubblico più della metà dei concorrenti. Tre pagine del Gaulois non bastano a riportarne i nomi. Notevole anche il fatto che tra i vincitori dei venti primi prix d'excellence (tra i quali si annoveravano oggetti di valore ragguardevolissimo) una buona metà è rappresentata da nomi femminili. Ciò proverebbe che l'arte epistolare è sempre felicemente coltivata dalle signore. Ed è anche interessante vedere quanta parte dei concorrenti appartenga alla più alta nobiltà di Francia. Il Gaulois ha pubblicato la lettera che fu classificata prima per ordine di merito; ma questa è di un nome e descrive con grande vivacità di colorito e con singolare rilievo una villeggiatura estiva trascorsa in un luogo amenissimo e specialmente indicato per i mesi più caldi: il deserto del Sahara. bbox=[920, 585, 1148, 1260]
author-signature: Enrico Corradini. bbox=[460, 1141, 564, 1157]
item-heading: In un opuscolo « Considérations sur quelques écoles poétiques contemporaines » bbox=[1158, 266, 1399, 313]
paragraph: Ed eccoci così arrivati in una delle più tristi sezioni dell'ospedale con questo ottimo Brieux, il bbox=[336, 2243, 564, 2291]
paragraph: quale, poveretto, si preoccupa moltissimo delle sorti dell'umanità, e vorrebbe salvarla dal deperimento fisico progressivo nel quale precipita. — E salviamola pure! ma che proprio per ottenere questo nobile intento sia necessaria o semplicemente opportuna la rappresentazione del dramma di Eugenio Brieux? È lecito dubitarne. L'opera dell'igiene, la propaganda scientifica popolare, l'azione di sanitari illuminati potranno, credo, assai più di una commedia, della quale si deve tacere l'argomento per non offendere la giusta suscettibilità e il ragionevole pudore delle persone bene educate. Lasciamo che ognuno faccia nella vita il suo mestiere. La « specializzazione » per quanto sia una brutta parola rappresenta l'atteggiamento caratteristico di ogni energia nei tempi nostri. — Oggi l'egregio Brieux si arroga il diritto di occuparsi di un certo ordine di questioni che, anche nel campo della medicina, ha i suoi speciali cultori. È veramente un po' troppo. — E se quella antiquata e ridicola funzione che si chiama la censura non lo ammonisce maternamente di non insistere, di riserbare le sue elucubrazioni filosofico-sociali ai volumi scientifici o magari ai libretti in busta chiusa, non diamole tutti i torti e non veniamo per questo a lacrimare il rinnovato avvento della Santa Inquisizione. Il teatro moderno, in ispecie il teatro francese e quello rosso in particolare, godono di tanta libertà, e tante volte ne provammo nausea e disgusto, che non ci sentiremmo davvero di deplorare che quella libertà non sia anche più assoluta. Per troppo tempo la poesia fu bandita dalla scena e sostituita con le volgarità più crude della vita quotidiana. — Se oggi il campo è mietuto e se gli autori per non ripetersi sono costretti a sconfinare nell'innominabile, ben venga chi può dir loro: di qui non si passa. Forse saranno sospinti di bel nuovo verso la poesia: forse smetteranno di scrivere: nell'uno e nell'altro caso gli effetti del divieto non ci spaventano. bbox=[582, 95, 810, 1041]
paragraph: E un materiale veramente utile oggi non ci manca del tutto. Nel 1895 si è scoperto nelle coste dell'Africa settentrionale un mosaico di epoca romana rappresentante un uomo seduto in mezzo a due figure femminili; quest' uomo tiene nella sinistra un rotolo dispiegato su cui sono scritti alcuni versi dell' Eneide. Se questa figura rappresenta Virgilio, appartenendo essa all'epoca romana, essa è forse un documento di massimo interesse per l'iconografia del poeta? bbox=[582, 1606, 810, 1841]
news-briefs: * Roberto Bracco il quale nel suo teatro e nelle sue novelle si è dimostrato acuto conoscitore del cuore femminile ha tenuto di questi giorni una conferenza a Trieste sulla Donna dell'avvenire. I giornali di quella città ne parlano con ammirazione. Dai loro resoconti risulta che il Bracco non è forse un femminista nel senso tecnico attribuito a questa parola dalla sociologia contemporanea; ma della funzione della donna nella società ha un concetto molto alto ed essenzialmente moderno. I giornali rilevano anche che la conferenza del Bracco pure a tutti troppo breve. Un bel elogio! * Luigi Pirandello pubblicherà fra breve per i tipi dell'editore Lumachi di Firenze due volumi di novelle umoristiche col titolo Beffe della morte e della vita. Il primo volume uscirà nel mese corrente, l'altro ai primi dell'anno venturo. Contemporaneamente presso l'editore Giannotta di Catania vedrà la luce Il turno, romanzetto umoristico; ed in fine la Streglio di Torino pubblicherà un'altra raccolta di novelle del nostro egregio collaboratore in una bella edizione illustrata. Alcune di queste videro già la luce sul Marzocco. Il volume uscirà nei primi mesi del 1902 ed avrà per titolo Quand'ero matto.... Come si vede il nostro Pirandello continua a manifestare come per l'addietro una nobile e feconda attività letteraria. * Al Circolo filologico di Firenze si apriranno anche quest'anno oltre ai corsi ordinari di lingue moderne, altri corsi speciali di lingua e letteratura italiana per gli stranieri. Tali lezioni s'impartiranno per mezzo del francese, del tedesco e dell'inglese, e saranno adattate oltre che al numero anche alle necessità degli iscritti, che potrebbero o ignorare del tutto o conoscere solo parzialmente la nostra lingua. Affinché poi questa gentile opera di ospitalità venga più accetta alla colonia straniera, la Direzione del Circolo darà agli studenti ogni agevolezza che possa concernere i loro studi e il loro collocamento in questa città. * Il Circolo artistico di Firenze ha aperto un concorso fra gli artisti residenti in questa città pel modello di una medaglia da conseguirsi in premio negli annuali concorsi di scultura e pittura che verranno banditi dallo stesso Circolo. Si tratta di svolgere su questa medaglia un concetto allegorico e simbolico del sodalizio. Il Concorso sarà giudicato da una commissione composta di due scultori, un pittore, un architetto e un incisore, nominati a scrutinio segreto dall'Assemblea del Circolo. I tre primi classificati avranno un diploma di 1°, 2° e 3° grado, e il modello premiato con diploma di 1° grado diverrà proprietà del Circolo. * La Ditta Nicola Zanichelli di Bologna pubblicherà verso la metà del prossimo dicembre in un solo volume tutta l'opera poetica di Giosuè Carducci compresa tra gli anni 1850-1900. Il volume si chiuderà col primo canto della Canzone di Legnano, non mai prima d'ora edito in alcuna raccolta di poesie dell'Autore. Accresceranno il volume due indi- bbox=[1158, 1305, 1399, 2192]
paragraph: E del resto, anche genericamente parlando, chi crede alla sincerità di simili espiazioni de' figli per le colpe, o le supposte colpe de' loro padri? bbox=[336, 230, 564, 296]
item-heading: Di Edoardo Dalbono, bbox=[1197, 807, 1341, 821]
paragraph: Questa è la parte scherzevole della lettera del professore Angelo De Gubernatis, scritta per onorare Dante. bbox=[67, 1246, 295, 1312]
paragraph: in un bell' articolo inserito nella Revue (Revue des Revues) e intitolato: « Le Théâtre de l'élite et son avenir » ci parla del Teatro wagneriano di Bayreuth, dell' opera sua artistica durante i 25 anni trascorsi dalla sua fondazione, del suo giubileo celebrato quest' anno nella scorsa estate. Così mentre ci riassume rapidamente tutti i lavori compiuti da questo teatro e ci disegna la via di progresso che l'arte riformatrice di Wagner potè percorrere nella opinione pubblica, ci mette anche sotto gli occhi i risultati complessivi e definitivi, quali si son manifestati nel recente giubileo. Quando Wagner fondò il suo gran teatro ebbe due idee fondamentali nel suo progetto di riforma: voleva fondare una scuola di canto e una scuola di stile drammatico. Ma né l'uno né l'altro dei suoi scopi potè raggiungere nonostante l'enorme entusiasmo con cui fu accolta per la prima volta la sua tetralogia: L'Anello del Nibelungo. Gli mancarono artisti veri che si sentissero impadroniti del punto di vista dei cori e della messa in scena; e tale pensiero lo tormentò negli ultimi anni della sua vita. Ma le idee del maestro furono dopo la sua morte realizzate da Cosima Wagner, sua moglie. Da lei furono educati con intelligenza pari ad entusiasmo bbox=[920, 1856, 1149, 2446]
paragraph: E non tanto perché si voglia onorarlo, quanto perché gli si dia modo di pagare un debito di gratitudine contratto or fanno sei secoli. bbox=[67, 180, 295, 262]
brief-item: La Ditta Nicola Zanichelli di Bologna pubblicherà verso la metà del prossimo dicembre in un solo volume tutta l'opera poetica di Giosuè Carducci compresa tra gli anni 1850-1900. Il volume si chiuderà col primo canto della Canzone di Legnano, non mai prima d'ora edito in alcuna raccolta di poesie dell'Autore. Accresceranno il volume due indi- bbox=[1158, 2080, 1399, 2192]
paragraph: Nessuno in verità, perché sono ostentazione di un rimorso che non si sente, né si deve sentire. bbox=[336, 298, 564, 346]
